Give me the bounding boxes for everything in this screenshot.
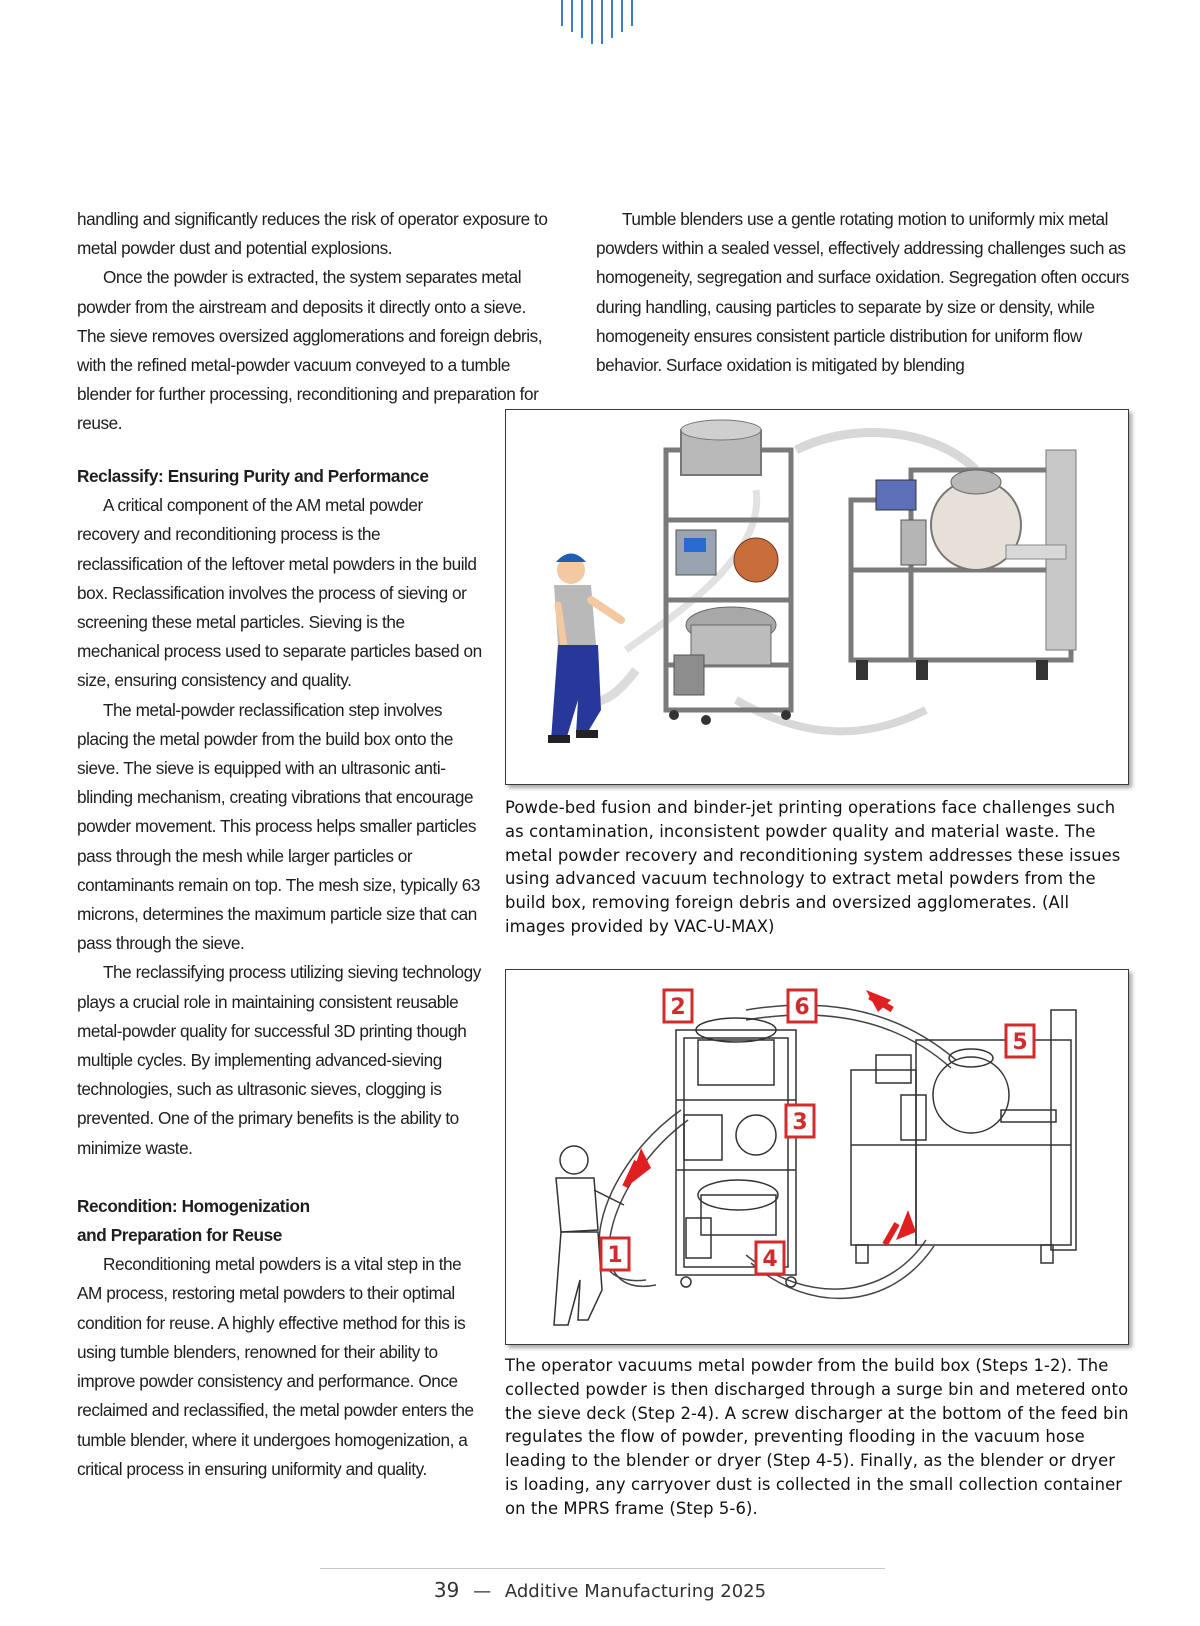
step-marker-label: 5 <box>1012 1030 1028 1055</box>
recondition-paragraph: Reconditioning metal powders is a vital step in the AM process, restoring metal powders to their optimal condition for reuse. A highly effective method for this is using tumble blenders, renowned for their ability to improve powder consistency and performance. Once reclaimed and reclassified, the metal powder enters the tumble blender, where it undergoes homogenization, a critical process in ensuring uniformity and quality. <box>77 1254 474 1479</box>
page-number: 39 <box>433 1578 460 1602</box>
footer-separator: — <box>473 1581 492 1602</box>
reclassify-heading: Reclassify: Ensuring Purity and Performance <box>77 466 429 486</box>
reclassify-paragraph-3: The reclassifying process utilizing sieving technology plays a crucial role in maintaining consistent reusable metal-powder quality for successful 3D printing though multiple cycles. By implementing advanced-sieving technologies, such as ultrasonic sieves, clogging is prevented. One of the primary benefits is the ability to minimize waste. <box>77 962 481 1158</box>
reclassify-paragraph-2: The metal-powder reclassification step involves placing the metal powder from the build box onto the sieve. The sieve is equipped with an ultrasonic anti-blinding mechanism, creating vibrations that encourage powder movement. This process helps smaller particles pass through the mesh while larger particles or contaminants remain on top. The mesh size, typically 63 microns, determines the maximum particle size that can pass through the sieve. <box>77 699 480 954</box>
step-marker-1 <box>601 1238 629 1270</box>
figure-equipment-render <box>505 409 1129 785</box>
process-steps-illustration <box>506 970 1128 1344</box>
left-column-sections <box>77 462 487 1484</box>
step-marker-label: 6 <box>794 995 810 1020</box>
page-footer <box>0 1578 1200 1602</box>
step-marker-2 <box>664 990 692 1022</box>
step-marker-label: 1 <box>607 1243 623 1268</box>
recondition-heading-line2: and Preparation for Reuse <box>77 1225 282 1246</box>
continued-paragraph: handling and significantly reduces the risk of operator exposure to metal powder dust and potential explosions. <box>77 209 548 259</box>
figure1-caption: Powde-bed fusion and binder-jet printing operations face challenges such as contamination, inconsistent powder quality and material waste. The metal powder recovery and reconditioning system addresses these issues using advanced vacuum technology to extract metal powders from the build box, removing foreign debris and oversized agglomerates. (All images provided by VAC-U-MAX) <box>505 798 1121 936</box>
step-marker-label: 4 <box>762 1247 778 1272</box>
header-decoration <box>560 0 642 46</box>
reclassify-paragraph-1: A critical component of the AM metal powder recovery and reconditioning process is the reclassification of the leftover metal powders in the build box. Reclassification involves the process of sieving or screening these metal particles. Sieving is the mechanical process used to separate particles based on size, ensuring consistency and quality. <box>77 495 482 691</box>
step-marker-4 <box>756 1242 784 1274</box>
left-column-top <box>77 205 577 439</box>
recondition-heading-line1: Recondition: Homogenization <box>77 1195 310 1216</box>
publication-name: Additive Manufacturing 2025 <box>504 1581 767 1602</box>
figure2-caption: The operator vacuums metal powder from the build box (Steps 1-2). The collected powder is then discharged through a surge bin and metered onto the sieve deck (Step 2-4). A screw discharger at the bottom of the feed bin regulates the flow of powder, preventing flooding in the vacuum hose leading to the blender or dryer (Step 4-5). Finally, as the blender or dryer is loading, any carryover dust is collected in the small collection container on the MPRS frame (Step 5-6). <box>505 1356 1129 1518</box>
footer-divider <box>320 1568 885 1569</box>
operator-figure <box>548 554 621 744</box>
step-marker-label: 3 <box>792 1110 808 1135</box>
figure-process-steps <box>505 969 1129 1345</box>
extraction-paragraph: Once the powder is extracted, the system separates metal powder from the airstream and deposits it directly onto a sieve. The sieve removes oversized agglomerations and foreign debris, with the refined metal-powder vacuum conveyed to a tumble blender for further processing, reconditioning and preparation for reuse. <box>77 267 543 434</box>
tumble-blender-paragraph: Tumble blenders use a gentle rotating motion to uniformly mix metal powders within a sealed vessel, effectively addressing challenges such as homogeneity, segregation and surface oxidation. Segregation often occurs during handling, causing particles to separate by size or density, while homogeneity ensures consistent particle distribution for uniform flow behavior. Surface oxidation is mitigated by blending <box>596 209 1129 376</box>
step-marker-6 <box>788 990 816 1022</box>
right-column-top <box>596 205 1132 380</box>
step-marker-3 <box>786 1105 814 1137</box>
step-marker-5 <box>1006 1025 1034 1057</box>
step-marker-label: 2 <box>670 995 686 1020</box>
equipment-render-illustration <box>506 410 1128 784</box>
